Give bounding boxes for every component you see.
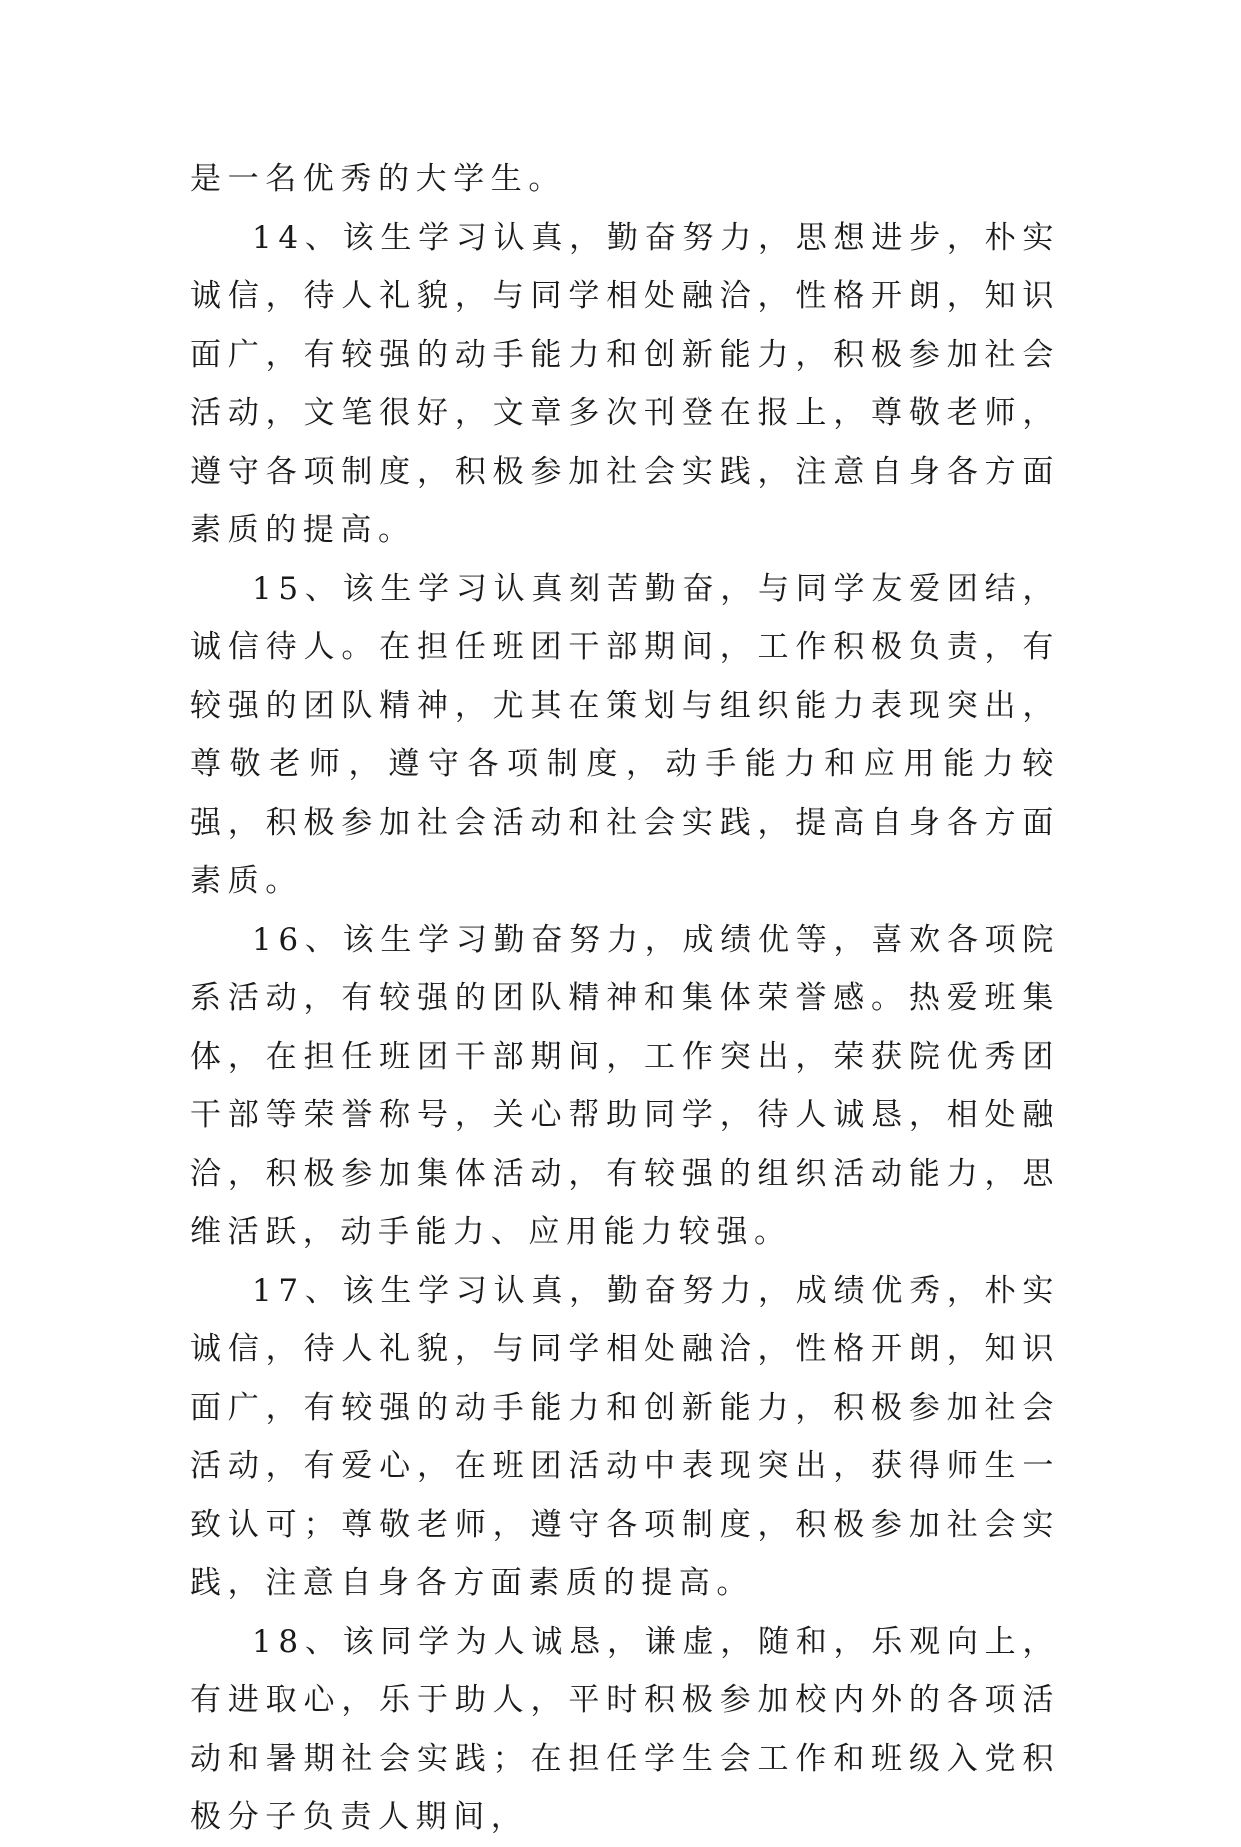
paragraph-continuation: 是一名优秀的大学生。 [190, 161, 566, 197]
paragraph-18: 18、该同学为人诚恳，谦虚，随和，乐观向上，有进取心，乐于助人，平时积极参加校内外的各项活动和暑期社会实践；在担任学生会工作和班级入党积极分子负责人期间， [190, 1623, 1060, 1835]
paragraph-14: 14、该生学习认真，勤奋努力，思想进步，朴实诚信，待人礼貌，与同学相处融洽，性格开朗，知识面广，有较强的动手能力和创新能力，积极参加社会活动，文笔很好，文章多次刊登在报上，尊敬老师，遵守各项制度，积极参加社会实践，注意自身各方面素质的提高。 [190, 219, 1060, 548]
paragraph-17: 17、该生学习认真，勤奋努力，成绩优秀，朴实诚信，待人礼貌，与同学相处融洽，性格开朗，知识面广，有较强的动手能力和创新能力，积极参加社会活动，有爱心，在班团活动中表现突出，获得师生一致认可；尊敬老师，遵守各项制度，积极参加社会实践，注意自身各方面素质的提高。 [190, 1272, 1060, 1601]
paragraph-15: 15、该生学习认真刻苦勤奋，与同学友爱团结，诚信待人。在担任班团干部期间，工作积极负责，有较强的团队精神，尤其在策划与组织能力表现突出，尊敬老师，遵守各项制度，动手能力和应用能力较强，积极参加社会活动和社会实践，提高自身各方面素质。 [190, 570, 1060, 899]
paragraph-16: 16、该生学习勤奋努力，成绩优等，喜欢各项院系活动，有较强的团队精神和集体荣誉感。热爱班集体，在担任班团干部期间，工作突出，荣获院优秀团干部等荣誉称号，关心帮助同学，待人诚恳，相处融洽，积极参加集体活动，有较强的组织活动能力，思维活跃，动手能力、应用能力较强。 [190, 921, 1060, 1250]
document-body [190, 150, 1060, 1847]
